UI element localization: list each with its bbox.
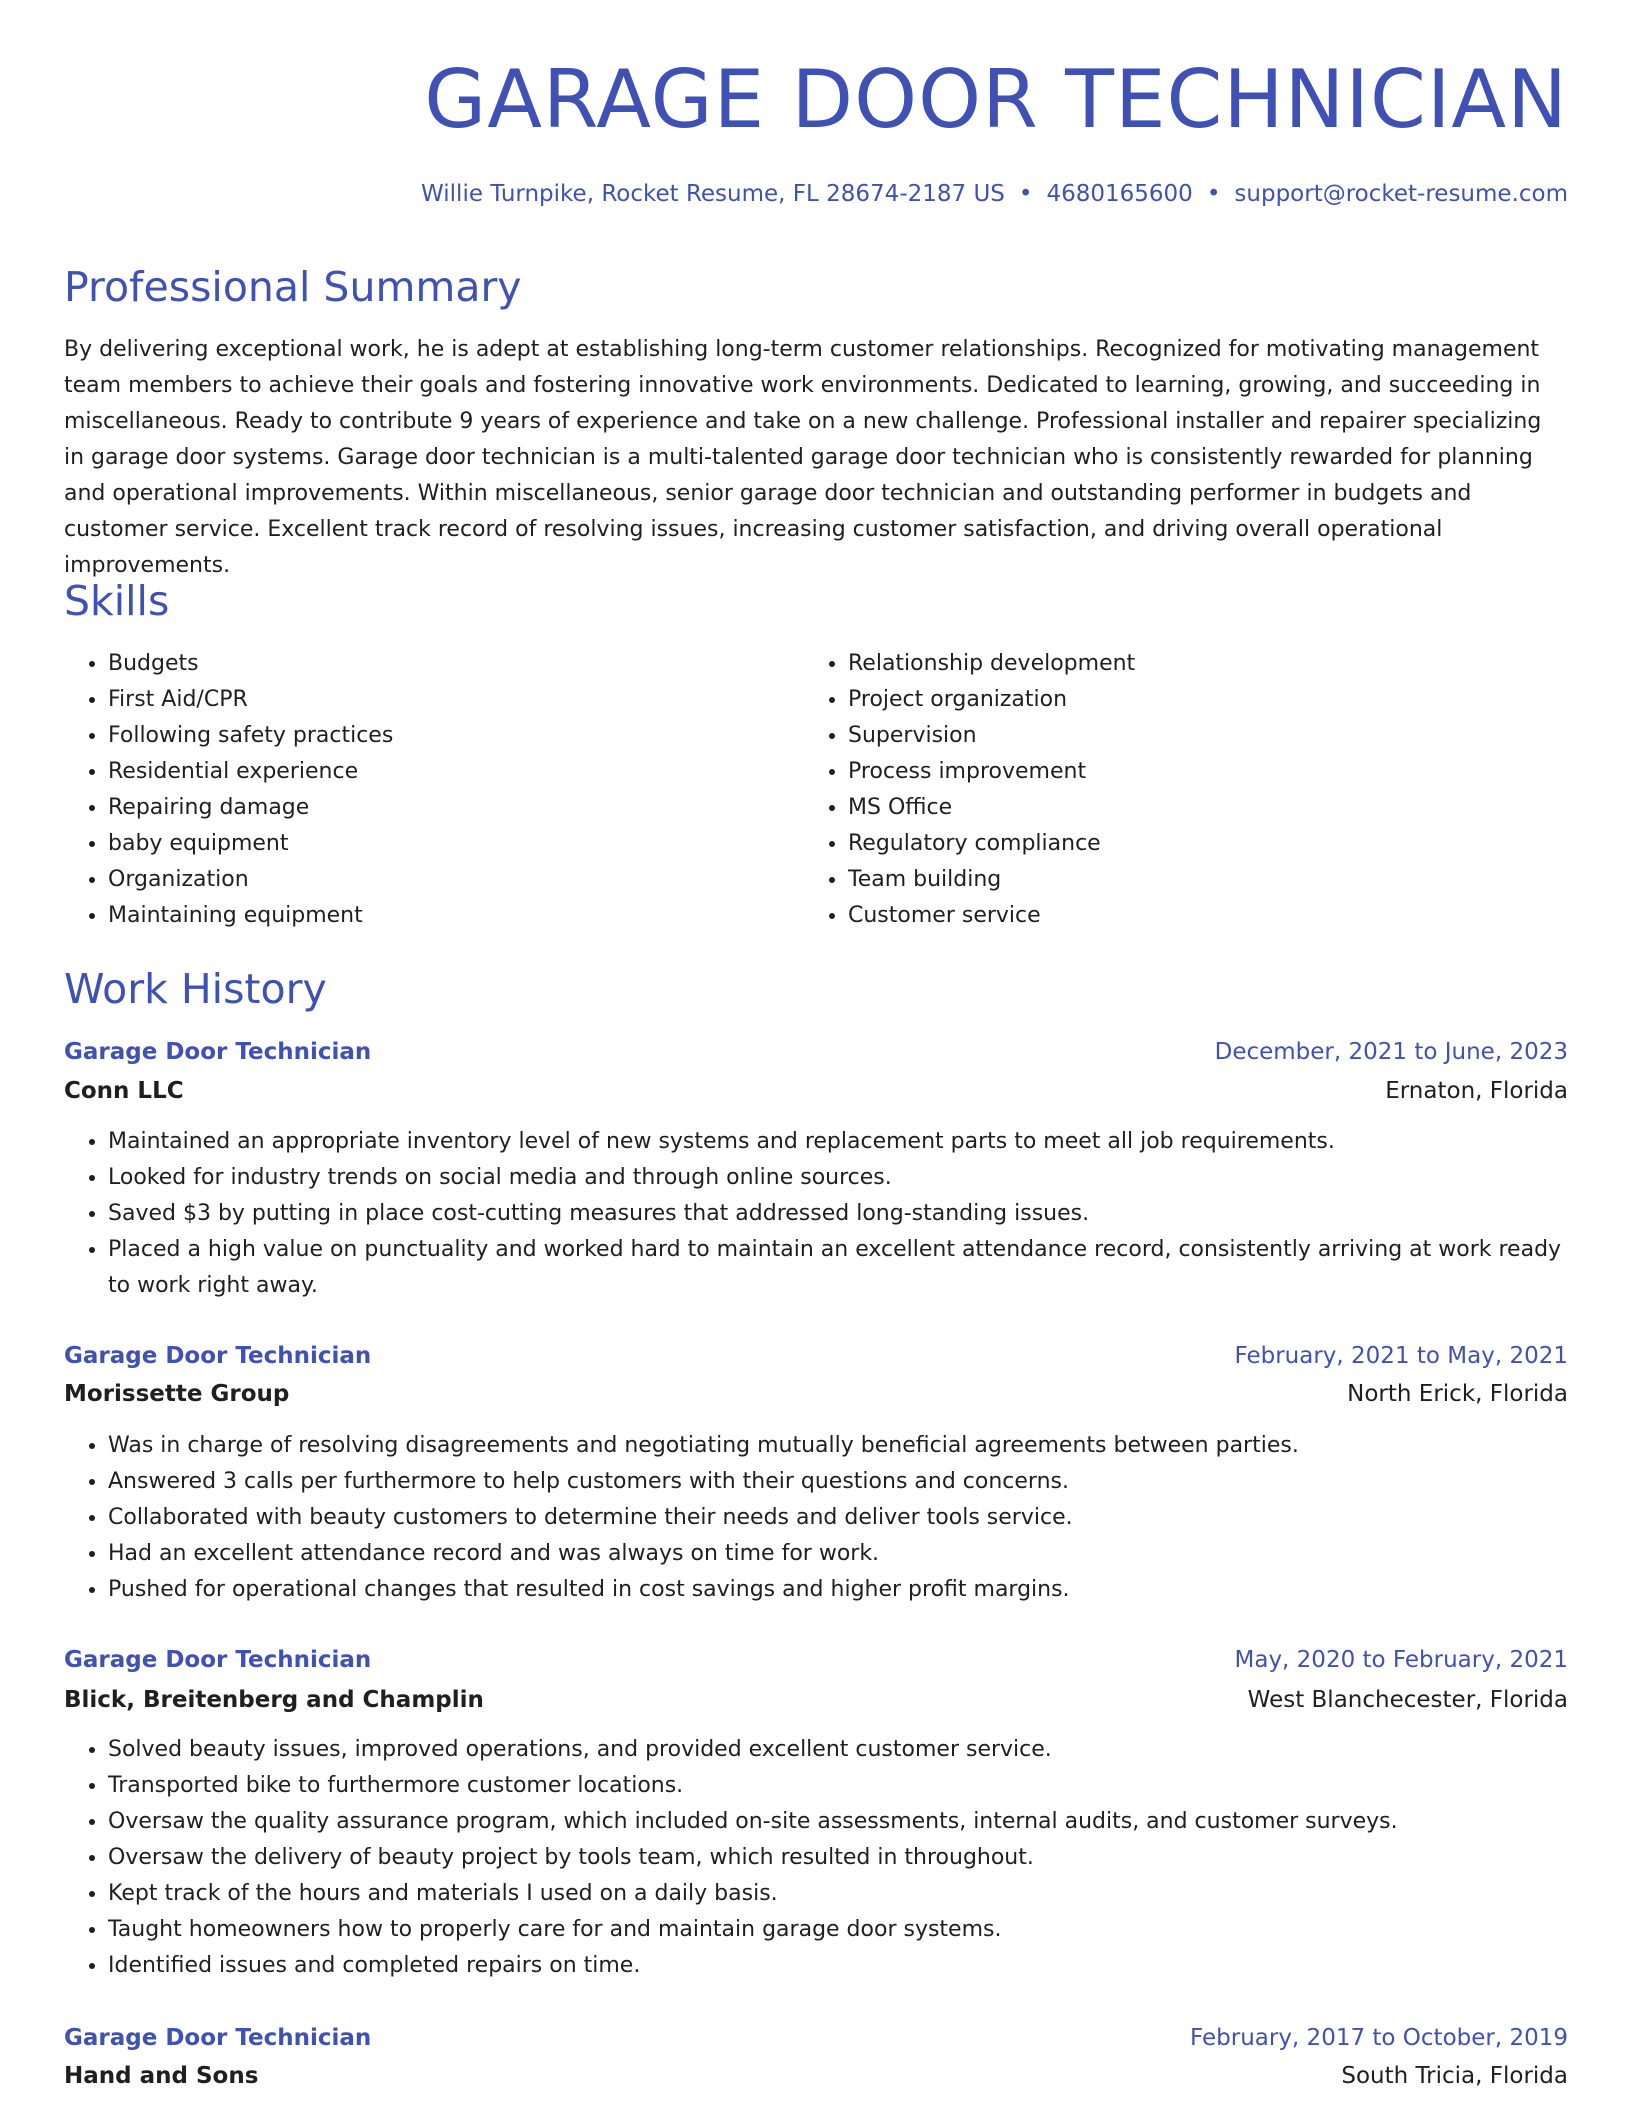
job-role: Garage Door Technician <box>64 1039 372 1065</box>
contact-separator: • <box>1206 181 1221 207</box>
job-entry <box>64 1642 1568 1984</box>
job-dates: February, 2021 to May, 2021 <box>1234 1343 1568 1369</box>
skill-item: • Following safety practices <box>108 718 804 754</box>
job-header <box>64 1034 1568 1070</box>
work-heading: Work History <box>64 965 327 1013</box>
job-bullet: • Collaborated with beauty customers to determine their needs and deliver tools service. <box>108 1500 1568 1536</box>
job-subheader <box>64 1073 1568 1109</box>
job-bullet: • Was in charge of resolving disagreements and negotiating mutually beneficial agreements between parties. <box>108 1428 1568 1464</box>
job-entry <box>64 1338 1568 1608</box>
job-role: Garage Door Technician <box>64 2025 372 2051</box>
job-bullet: • Maintained an appropriate inventory level of new systems and replacement parts to meet all job requirements. <box>108 1124 1568 1160</box>
job-location: South Tricia, Florida <box>1341 2063 1568 2089</box>
job-location: West Blanchecester, Florida <box>1247 1687 1568 1713</box>
skill-item: • Customer service <box>848 898 1544 934</box>
job-bullet: • Solved beauty issues, improved operations, and provided excellent customer service. <box>108 1732 1568 1768</box>
skills-list-left <box>64 646 804 934</box>
skill-item: • Relationship development <box>848 646 1544 682</box>
job-bullet: • Saved $3 by putting in place cost-cutting measures that addressed long-standing issues. <box>108 1196 1568 1232</box>
job-header <box>64 2020 1568 2056</box>
skill-item: • Regulatory compliance <box>848 826 1544 862</box>
job-bullet: • Oversaw the quality assurance program, which included on-site assessments, internal audits, and customer surveys. <box>108 1804 1568 1840</box>
skill-item: • First Aid/CPR <box>108 682 804 718</box>
skill-item: • Residential experience <box>108 754 804 790</box>
skills-heading: Skills <box>64 577 170 625</box>
skill-item: • Repairing damage <box>108 790 804 826</box>
job-subheader <box>64 1376 1568 1412</box>
job-bullet: • Taught homeowners how to properly care for and maintain garage door systems. <box>108 1912 1568 1948</box>
job-role: Garage Door Technician <box>64 1647 372 1673</box>
skill-item: • Process improvement <box>848 754 1544 790</box>
job-dates: December, 2021 to June, 2023 <box>1214 1039 1568 1065</box>
job-role: Garage Door Technician <box>64 1343 372 1369</box>
job-bullet: • Oversaw the delivery of beauty project by tools team, which resulted in throughout. <box>108 1840 1568 1876</box>
job-bullets <box>64 1124 1568 1304</box>
skill-item: • Budgets <box>108 646 804 682</box>
skill-item: • Project organization <box>848 682 1544 718</box>
job-bullet: • Placed a high value on punctuality and worked hard to maintain an excellent attendance record, consistently arriving at work ready to work right away. <box>108 1232 1568 1304</box>
job-header <box>64 1642 1568 1678</box>
contact-line <box>421 178 1568 210</box>
job-bullet: • Transported bike to furthermore customer locations. <box>108 1768 1568 1804</box>
job-bullet: • Answered 3 calls per furthermore to help customers with their questions and concerns. <box>108 1464 1568 1500</box>
job-bullet: • Kept track of the hours and materials I used on a daily basis. <box>108 1876 1568 1912</box>
skill-item: • Maintaining equipment <box>108 898 804 934</box>
job-company: Conn LLC <box>64 1078 184 1104</box>
resume-title: GARAGE DOOR TECHNICIAN <box>424 53 1568 146</box>
job-company: Hand and Sons <box>64 2063 259 2089</box>
job-entry <box>64 2020 1568 2094</box>
contact-separator: • <box>1018 181 1033 207</box>
job-subheader <box>64 1682 1568 1718</box>
job-bullet: • Looked for industry trends on social media and through online sources. <box>108 1160 1568 1196</box>
summary-text: By delivering exceptional work, he is adept at establishing long-term customer relationships. Recognized for motivating management team members to achieve their goals and fostering innovative work environments. Dedicated to learning, growing, and succeeding in miscellaneous. Ready to contribute 9 years of experience and take on a new challenge. Professional installer and repairer specializing in garage door systems. Garage door technician is a multi-talented garage door technician who is consistently rewarded for planning and operational improvements. Within miscellaneous, senior garage door technician and outstanding performer in budgets and customer service. Excellent track record of resolving issues, increasing customer satisfaction, and driving overall operational improvements. <box>64 337 1542 578</box>
job-bullet: • Had an excellent attendance record and was always on time for work. <box>108 1536 1568 1572</box>
contact-phone: 4680165600 <box>1046 181 1193 207</box>
skill-item: • baby equipment <box>108 826 804 862</box>
contact-address: Willie Turnpike, Rocket Resume, FL 28674-2187 US <box>421 181 1005 207</box>
job-location: North Erick, Florida <box>1347 1381 1568 1407</box>
job-bullets <box>64 1428 1568 1608</box>
job-bullets <box>64 1732 1568 1984</box>
job-dates: May, 2020 to February, 2021 <box>1234 1647 1568 1673</box>
job-bullet: • Pushed for operational changes that resulted in cost savings and higher profit margins. <box>108 1572 1568 1608</box>
contact-email[interactable]: support@rocket-resume.com <box>1234 181 1568 207</box>
skills-columns <box>64 646 1568 934</box>
job-company: Morissette Group <box>64 1381 290 1407</box>
skill-item: • Supervision <box>848 718 1544 754</box>
summary-heading: Professional Summary <box>64 263 522 311</box>
skill-item: • Organization <box>108 862 804 898</box>
skill-item: • MS Office <box>848 790 1544 826</box>
job-header <box>64 1338 1568 1374</box>
job-dates: February, 2017 to October, 2019 <box>1190 2025 1568 2051</box>
job-entry <box>64 1034 1568 1304</box>
job-company: Blick, Breitenberg and Champlin <box>64 1687 484 1713</box>
skills-list-right <box>804 646 1544 934</box>
job-location: Ernaton, Florida <box>1385 1078 1568 1104</box>
job-bullet: • Identified issues and completed repairs on time. <box>108 1948 1568 1984</box>
skill-item: • Team building <box>848 862 1544 898</box>
job-subheader <box>64 2058 1568 2094</box>
